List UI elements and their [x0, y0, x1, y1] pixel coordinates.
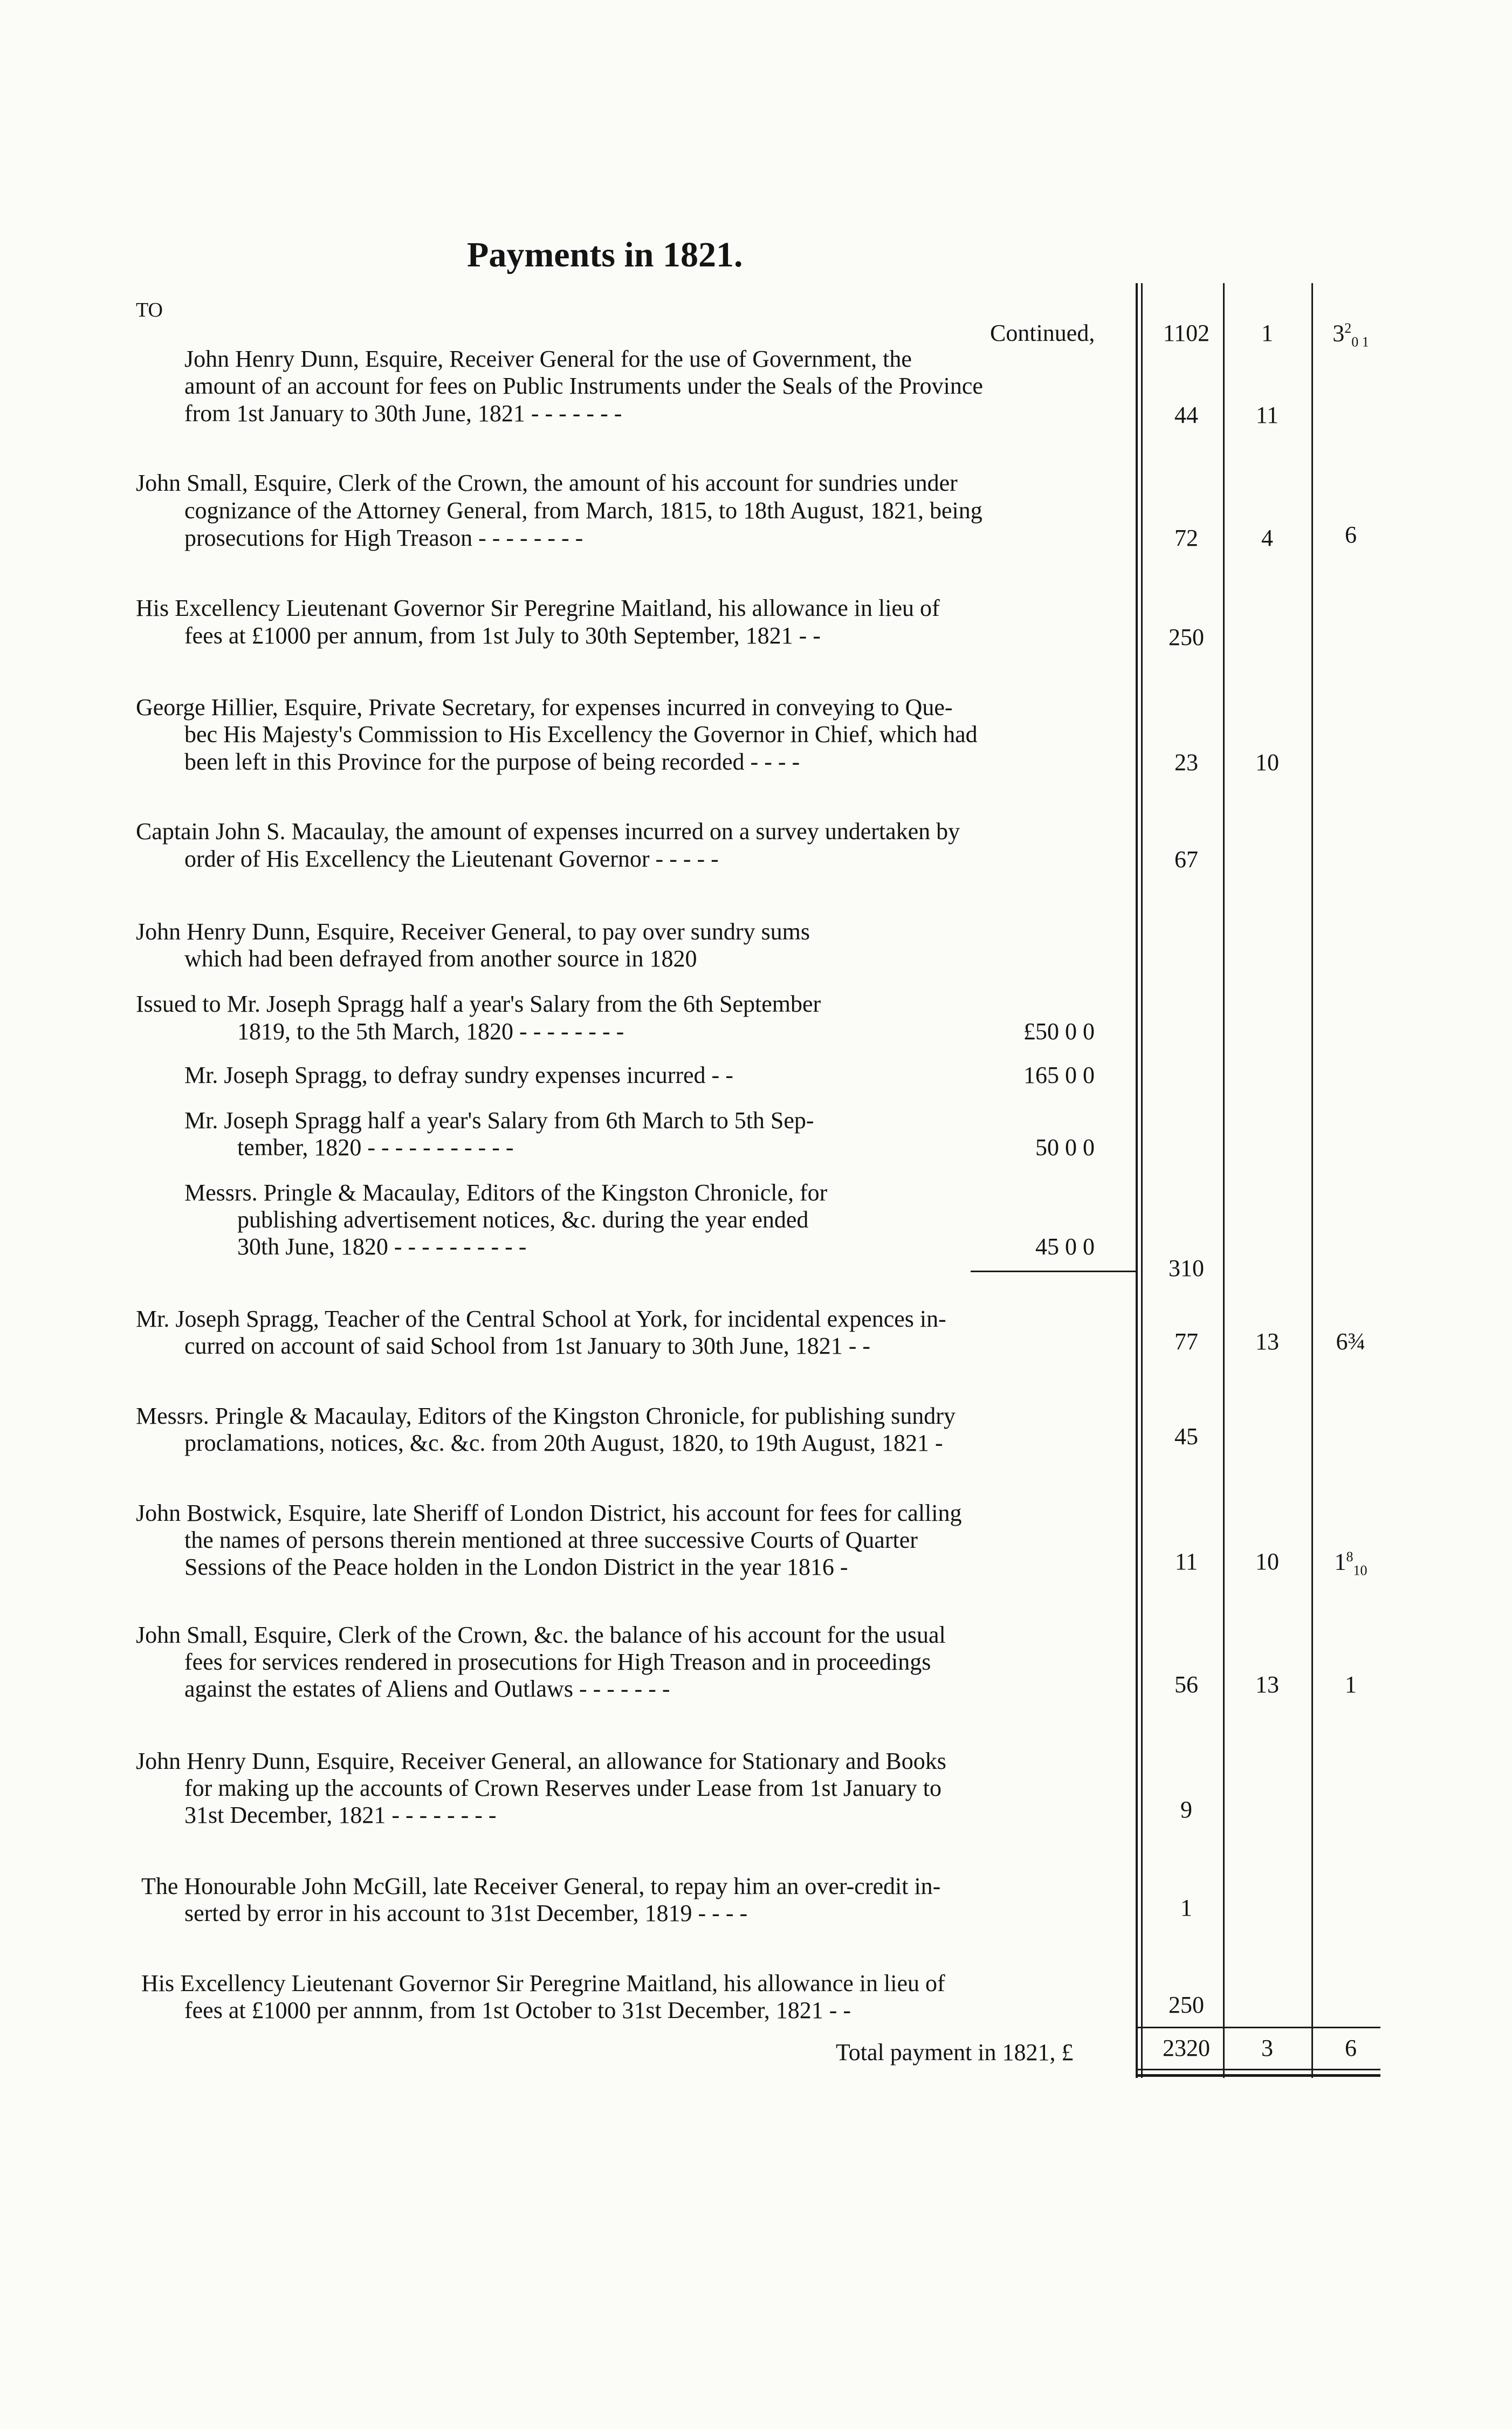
column-rule — [1311, 283, 1313, 2078]
shillings-value: 10 — [1255, 749, 1279, 776]
entry-text-line: Captain John S. Macaulay, the amount of expenses incurred on a survey undertaken by — [136, 818, 960, 845]
entry-text-line: from 1st January to 30th June, 1821 - - - - - - - — [184, 400, 622, 427]
entry-text-line: curred on account of said School from 1st January to 30th June, 1821 - - — [184, 1333, 871, 1359]
pence-value: 1 — [1345, 1671, 1357, 1698]
entry-text-line: His Excellency Lieutenant Governor Sir Peregrine Maitland, his allowance in lieu of — [141, 1970, 945, 1996]
sundry-sum-rule — [971, 1271, 1138, 1272]
entry-text-line: for making up the accounts of Crown Reserves under Lease from 1st January to — [184, 1775, 941, 1801]
entry-text-line: John Small, Esquire, Clerk of the Crown, &c. the balance of his account for the usual — [136, 1622, 946, 1648]
entry-text-line: fees at £1000 per annum, from 1st July to 30th September, 1821 - - — [184, 622, 821, 649]
entry-text-line: The Honourable John McGill, late Receiver General, to repay him an over-credit in- — [141, 1873, 941, 1899]
sundry-item-line: publishing advertisement notices, &c. during the year ended — [237, 1206, 809, 1233]
sundry-item-line: tember, 1820 - - - - - - - - - - - — [237, 1134, 514, 1161]
sundry-amount: 165 0 0 — [1023, 1062, 1095, 1088]
entry-text-line: prosecutions for High Treason - - - - - - - - — [184, 525, 583, 551]
to-label: TO — [136, 299, 163, 321]
entry-text-line: Messrs. Pringle & Macaulay, Editors of the Kingston Chronicle, for publishing sundry — [136, 1403, 956, 1429]
sundry-item-line: Issued to Mr. Joseph Spragg half a year's Salary from the 6th September — [136, 991, 821, 1017]
total-bottom-rule — [1138, 2069, 1380, 2070]
shillings-value: 10 — [1255, 1548, 1279, 1575]
shillings-value: 11 — [1255, 402, 1279, 428]
sundry-item-line: 1819, to the 5th March, 1820 - - - - - - - - — [237, 1018, 624, 1045]
entry-text-line: cognizance of the Attorney General, from March, 1815, to 18th August, 1821, being — [184, 497, 982, 524]
pounds-value: 250 — [1169, 624, 1204, 650]
pounds-value: 250 — [1169, 1992, 1204, 2018]
continued-shillings: 1 — [1261, 320, 1273, 346]
continued-label: Continued, — [990, 320, 1095, 346]
total-double-rule — [1138, 2074, 1380, 2077]
pounds-value: 67 — [1174, 846, 1198, 873]
sundry-amount: £50 0 0 — [1023, 1018, 1095, 1045]
continued-pence: $3^2_{0 1}$ — [1332, 320, 1369, 350]
pence-value: 6 — [1345, 522, 1357, 548]
entry-text-line: fees at £1000 per annnm, from 1st October to 31st December, 1821 - - — [184, 1997, 851, 2023]
pence-value: 6¾ — [1336, 1328, 1366, 1355]
pounds-value: 9 — [1180, 1796, 1192, 1823]
entry-text-line: serted by error in his account to 31st December, 1819 - - - - — [184, 1900, 748, 1926]
entry-text-line: John Small, Esquire, Clerk of the Crown, the amount of his account for sundries under — [136, 470, 958, 496]
entry-text-line: amount of an account for fees on Public Instruments under the Seals of the Province — [184, 373, 983, 399]
pounds-value: 23 — [1174, 749, 1198, 776]
sundry-amount: 45 0 0 — [1035, 1233, 1095, 1260]
shillings-value: 13 — [1255, 1328, 1279, 1355]
pounds-value: 72 — [1174, 525, 1198, 551]
entry-text-line: which had been defrayed from another source in 1820 — [184, 945, 697, 972]
sundry-item-line: Messrs. Pringle & Macaulay, Editors of the Kingston Chronicle, for — [184, 1179, 828, 1206]
entry-text-line: fees for services rendered in prosecutions for High Treason and in proceedings — [184, 1649, 931, 1675]
pence-value: $1^8_{10}$ — [1334, 1548, 1367, 1579]
sundry-item-line: Mr. Joseph Spragg half a year's Salary from 6th March to 5th Sep- — [184, 1107, 814, 1134]
entry-text-line: against the estates of Aliens and Outlaws - - - - - - - — [184, 1676, 670, 1702]
entry-text-line: John Henry Dunn, Esquire, Receiver General, to pay over sundry sums — [136, 918, 810, 945]
sundry-item-line: 30th June, 1820 - - - - - - - - - - — [237, 1233, 527, 1260]
pounds-value: 11 — [1174, 1548, 1198, 1575]
entry-text-line: been left in this Province for the purpose of being recorded - - - - — [184, 749, 800, 775]
total-top-rule — [1138, 2027, 1380, 2028]
entry-text-line: Sessions of the Peace holden in the London District in the year 1816 - — [184, 1554, 848, 1580]
pounds-value: 77 — [1174, 1328, 1198, 1355]
pounds-value: 56 — [1174, 1671, 1198, 1698]
total-pounds: 2320 — [1163, 2035, 1210, 2061]
continued-pounds: 1102 — [1163, 320, 1210, 346]
entry-text-line: John Henry Dunn, Esquire, Receiver General for the use of Government, the — [184, 346, 912, 372]
pounds-value: 44 — [1174, 402, 1198, 428]
entry-text-line: order of His Excellency the Lieutenant Governor - - - - - — [184, 846, 719, 872]
pounds-value: 310 — [1169, 1255, 1204, 1281]
entry-text-line: George Hillier, Esquire, Private Secretary, for expenses incurred in conveying to Que- — [136, 694, 953, 721]
pounds-value: 45 — [1174, 1423, 1198, 1450]
shillings-value: 4 — [1261, 525, 1273, 551]
total-pence: 6 — [1345, 2035, 1357, 2061]
entry-text-line: bec His Majesty's Commission to His Excellency the Governor in Chief, which had — [184, 721, 978, 747]
total-shillings: 3 — [1261, 2035, 1273, 2061]
sundry-amount: 50 0 0 — [1035, 1134, 1095, 1161]
pounds-value: 1 — [1180, 1895, 1192, 1921]
entry-text-line: His Excellency Lieutenant Governor Sir Peregrine Maitland, his allowance in lieu of — [136, 595, 940, 621]
page-title: Payments in 1821. — [467, 235, 743, 275]
sundry-item-line: Mr. Joseph Spragg, to defray sundry expenses incurred - - — [184, 1062, 733, 1088]
shillings-value: 13 — [1255, 1671, 1279, 1698]
entry-text-line: John Bostwick, Esquire, late Sheriff of London District, his account for fees for calling — [136, 1500, 962, 1526]
entry-text-line: 31st December, 1821 - - - - - - - - — [184, 1802, 497, 1828]
entry-text-line: proclamations, notices, &c. &c. from 20th August, 1820, to 19th August, 1821 - — [184, 1430, 943, 1456]
entry-text-line: the names of persons therein mentioned at three successive Courts of Quarter — [184, 1527, 918, 1553]
entry-text-line: Mr. Joseph Spragg, Teacher of the Central School at York, for incidental expences in- — [136, 1306, 946, 1332]
total-label: Total payment in 1821, £ — [836, 2039, 1074, 2066]
entry-text-line: John Henry Dunn, Esquire, Receiver General, an allowance for Stationary and Books — [136, 1748, 946, 1774]
